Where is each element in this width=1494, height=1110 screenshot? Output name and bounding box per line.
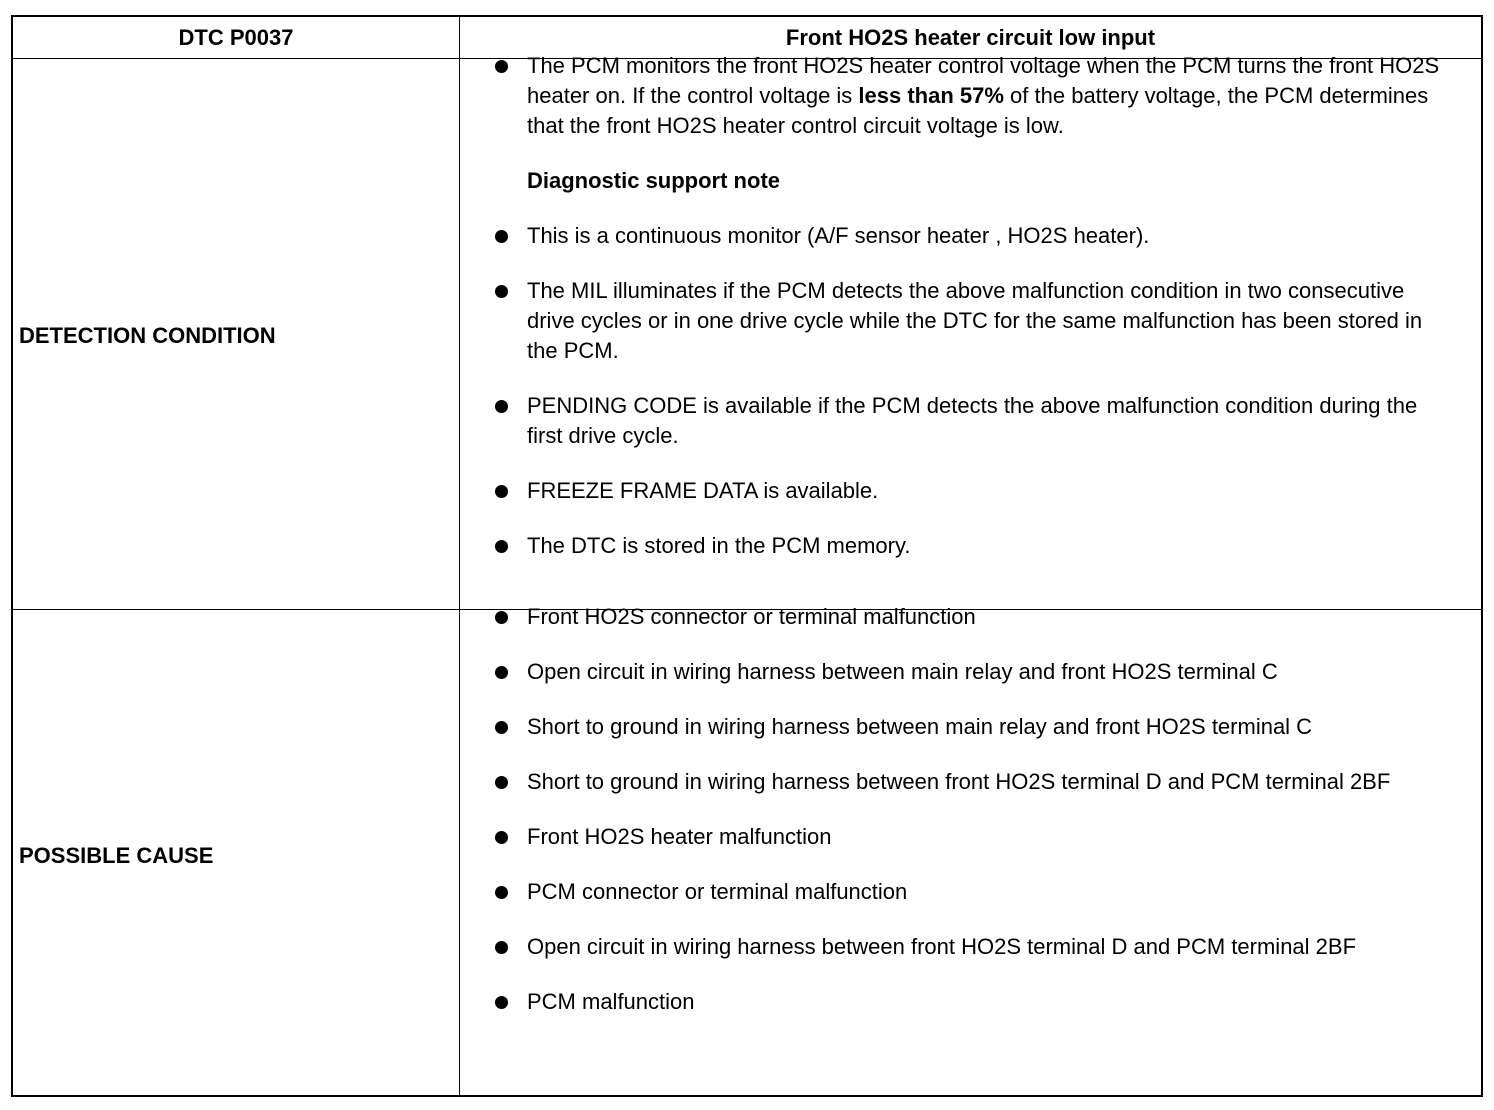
list-item (492, 877, 1442, 907)
list-item-text: The PCM monitors the front HO2S heater control voltage when the PCM turns the front HO2S heater on. If the control voltage is less than 57% of the battery voltage, the PCM determines that the front HO2S heater control circuit voltage is low. (527, 53, 1440, 138)
threshold-emphasis: less than 57% (858, 83, 1004, 108)
possible-cause-list (492, 602, 1442, 1017)
list-item (492, 391, 1442, 451)
list-item-text: Open circuit in wiring harness between main relay and front HO2S terminal C (527, 659, 1278, 684)
list-item (492, 932, 1442, 962)
list-item (492, 987, 1442, 1017)
list-item (492, 476, 1442, 506)
list-item (492, 51, 1442, 141)
list-item (492, 822, 1442, 852)
bullet-icon (495, 886, 508, 899)
bullet-icon (495, 60, 508, 73)
list-item (492, 657, 1442, 687)
dtc-description-header: Front HO2S heater circuit low input (785, 24, 1156, 50)
bullet-icon (495, 721, 508, 734)
list-item (492, 531, 1442, 561)
list-item-text: Front HO2S connector or terminal malfunction (527, 604, 976, 629)
list-item-text: Front HO2S heater malfunction (527, 824, 832, 849)
list-item-text: The DTC is stored in the PCM memory. (527, 533, 911, 558)
list-item-text: This is a continuous monitor (A/F sensor heater , HO2S heater). (527, 223, 1150, 248)
bullet-icon (495, 485, 508, 498)
list-item-text: PENDING CODE is available if the PCM detects the above malfunction condition during the first drive cycle. (527, 393, 1418, 448)
possible-cause-label: POSSIBLE CAUSE (19, 843, 214, 868)
bullet-icon (495, 540, 508, 553)
list-item (492, 276, 1442, 366)
bullet-icon (495, 776, 508, 789)
list-item-text: Short to ground in wiring harness between main relay and front HO2S terminal C (527, 714, 1313, 739)
bullet-icon (495, 941, 508, 954)
bullet-icon (495, 831, 508, 844)
detection-condition-label: DETECTION CONDITION (19, 323, 276, 348)
list-item (492, 712, 1442, 742)
list-item-text: PCM malfunction (527, 989, 695, 1014)
bullet-icon (495, 996, 508, 1009)
list-item (492, 602, 1442, 632)
list-item-text: Short to ground in wiring harness between front HO2S terminal D and PCM terminal 2BF (527, 769, 1391, 794)
list-item (492, 221, 1442, 251)
column-divider (459, 17, 460, 1095)
list-item-text: Open circuit in wiring harness between front HO2S terminal D and PCM terminal 2BF (527, 934, 1357, 959)
dtc-code-header: DTC P0037 (178, 24, 294, 50)
bullet-icon (495, 400, 508, 413)
bullet-icon (495, 666, 508, 679)
list-item (492, 767, 1442, 797)
list-item-text: PCM connector or terminal malfunction (527, 879, 908, 904)
bullet-icon (495, 285, 508, 298)
list-item-text: FREEZE FRAME DATA is available. (527, 478, 879, 503)
bullet-icon (495, 230, 508, 243)
list-item-text: The MIL illuminates if the PCM detects the above malfunction condition in two consecutive drive cycles or in one drive cycle while the DTC for the same malfunction has been stored in the PCM. (527, 278, 1423, 363)
diagnostic-support-note-heading: Diagnostic support note (527, 168, 780, 193)
detection-condition-list (492, 51, 1442, 561)
bullet-icon (495, 611, 508, 624)
